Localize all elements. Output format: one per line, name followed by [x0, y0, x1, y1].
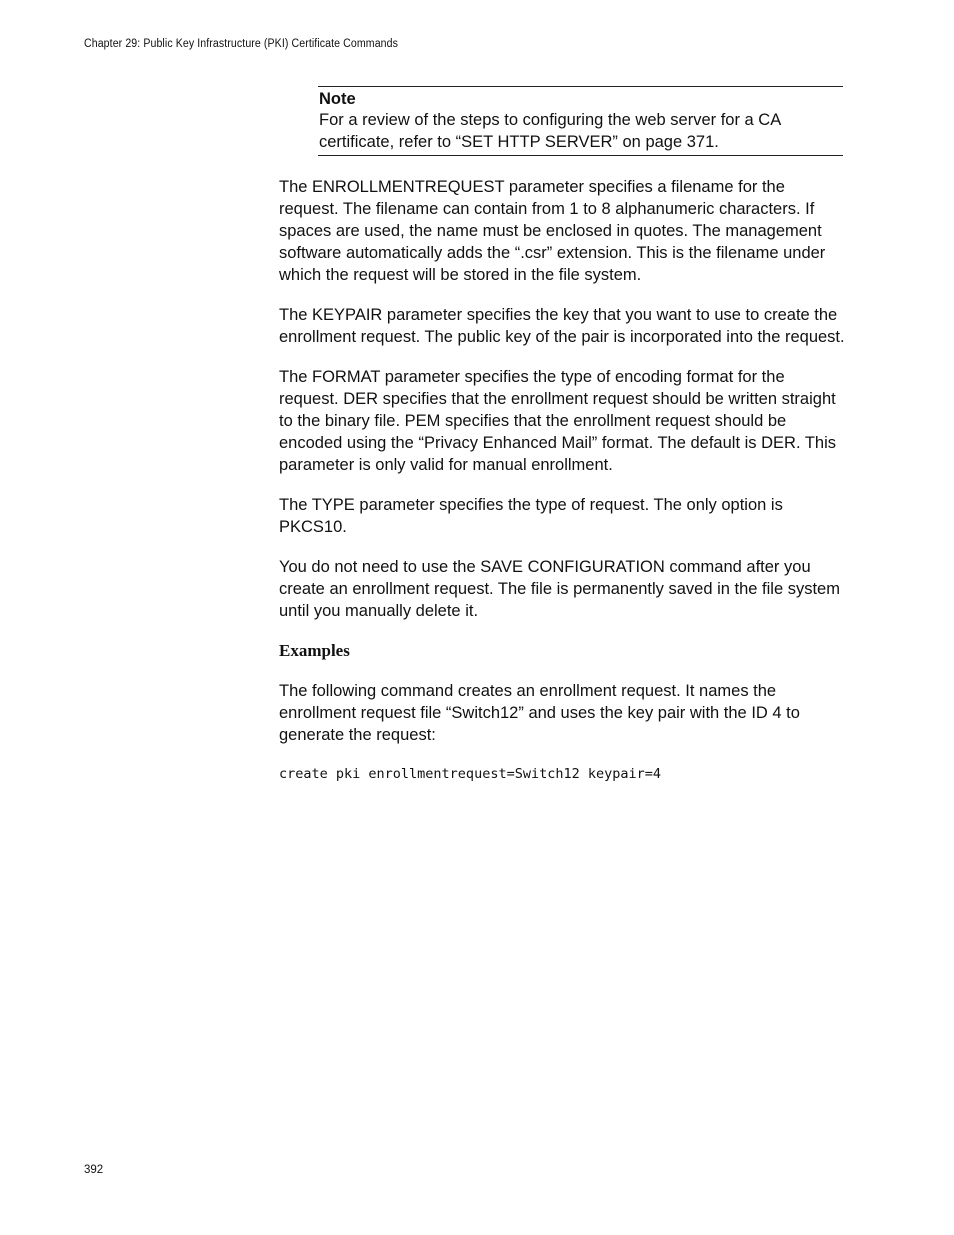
examples-intro: The following command creates an enrollment request. It names the enrollment request file “Switch12” and uses the key pair with the ID 4 to generate the request:	[279, 682, 800, 744]
note-box	[318, 86, 843, 156]
paragraph-enrollmentrequest: The ENROLLMENTREQUEST parameter specifies a filename for the request. The filename can contain from 1 to 8 alphanumeric characters. If spaces are used, the name must be enclosed in quotes. The management software automatically adds the “.csr” extension. This is the filename under which the request will be stored in the file system.	[279, 178, 826, 284]
paragraph-type: The TYPE parameter specifies the type of request. The only option is PKCS10.	[279, 496, 783, 536]
paragraph-keypair: The KEYPAIR parameter specifies the key that you want to use to create the enrollment request. The public key of the pair is incorporated into the request.	[279, 306, 845, 346]
paragraph-save-configuration: You do not need to use the SAVE CONFIGURATION command after you create an enrollment request. The file is permanently saved in the file system until you manually delete it.	[279, 558, 840, 620]
running-header: Chapter 29: Public Key Infrastructure (PKI) Certificate Commands	[84, 38, 399, 50]
note-text: For a review of the steps to configuring the web server for a CA certificate, refer to “SET HTTP SERVER” on page 371.	[319, 111, 781, 151]
example-command: create pki enrollmentrequest=Switch12 keypair=4	[279, 766, 662, 782]
main-content	[279, 176, 845, 784]
examples-heading: Examples	[279, 641, 350, 660]
note-title: Note	[319, 90, 356, 108]
paragraph-format: The FORMAT parameter specifies the type of encoding format for the request. DER specifies that the enrollment request should be written straight to the binary file. PEM specifies that the enrollment request should be encoded using the “Privacy Enhanced Mail” format. The default is DER. This parameter is only valid for manual enrollment.	[279, 368, 836, 474]
page-number: 392	[84, 1164, 104, 1176]
